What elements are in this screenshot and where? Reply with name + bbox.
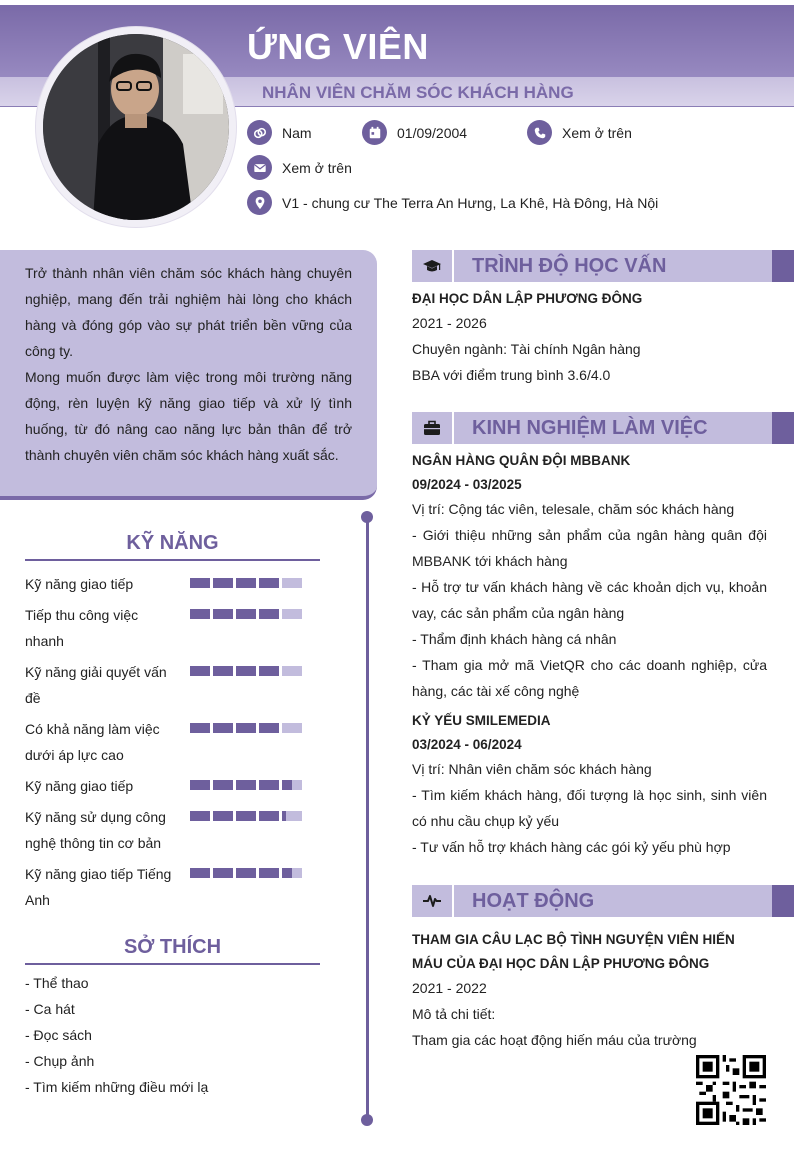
job-period: 09/2024 - 03/2025 bbox=[412, 477, 522, 492]
job-title: NHÂN VIÊN CHĂM SÓC KHÁCH HÀNG bbox=[262, 83, 574, 102]
hobby-item: - Tìm kiếm những điều mới lạ bbox=[25, 1079, 209, 1095]
graduation-cap-icon bbox=[422, 256, 442, 276]
skill-level-bar bbox=[190, 609, 302, 619]
skill-name: Kỹ năng giao tiếp bbox=[25, 778, 134, 794]
education-years: 2021 - 2026 bbox=[412, 315, 487, 331]
skill-level-bar bbox=[190, 723, 302, 733]
skill-name: Có khả năng làm việc dưới áp lực cao bbox=[25, 721, 160, 763]
skill-level-bar bbox=[190, 666, 302, 676]
experience-heading-text: KINH NGHIỆM LÀM VIỆC bbox=[472, 417, 708, 439]
candidate-name: ỨNG VIÊN bbox=[247, 26, 429, 67]
hobby-item: - Chụp ảnh bbox=[25, 1053, 95, 1069]
skill-row bbox=[25, 571, 320, 597]
gender-icon bbox=[247, 120, 272, 145]
job-duty: - Thẩm định khách hàng cá nhân bbox=[412, 631, 617, 647]
email-text: Xem ở trên bbox=[282, 159, 352, 176]
skill-name: Tiếp thu công việc nhanh bbox=[25, 607, 139, 649]
job-duty: - Tham gia mở mã VietQR cho các doanh nghiệp, cửa hàng, các tài xế công nghệ bbox=[412, 657, 767, 699]
skill-row bbox=[25, 602, 320, 654]
career-objective bbox=[0, 250, 377, 500]
job-position: Vị trí: Cộng tác viên, telesale, chăm sóc khách hàng bbox=[412, 501, 735, 517]
email-icon bbox=[247, 155, 272, 180]
activities-heading-text: HOẠT ĐỘNG bbox=[472, 890, 595, 912]
job-company: NGÂN HÀNG QUÂN ĐỘI MBBANK bbox=[412, 453, 631, 468]
contact-email bbox=[247, 155, 352, 180]
education-school: ĐẠI HỌC DÂN LẬP PHƯƠNG ĐÔNG bbox=[412, 291, 643, 306]
qr-code bbox=[696, 1055, 766, 1125]
birthday-text: 01/09/2004 bbox=[397, 124, 468, 141]
job-company: KỶ YẾU SMILEMEDIA bbox=[412, 713, 551, 728]
hobbies-heading: SỞ THÍCH bbox=[25, 936, 320, 965]
skill-row bbox=[25, 773, 320, 799]
skill-row bbox=[25, 804, 320, 856]
pulse-icon bbox=[422, 891, 442, 911]
phone-icon bbox=[527, 120, 552, 145]
skill-level-bar bbox=[190, 811, 302, 821]
activity-title: THAM GIA CÂU LẠC BỘ TÌNH NGUYỆN VIÊN HIẾN MÁU CỦA ĐẠI HỌC DÂN LẬP PHƯƠNG ĐÔNG bbox=[412, 932, 735, 971]
contact-gender bbox=[247, 120, 312, 145]
hobby-item: - Thể thao bbox=[25, 975, 89, 991]
address-text: V1 - chung cư The Terra An Hưng, La Khê, Hà Đông, Hà Nội bbox=[282, 194, 659, 211]
education-major: Chuyên ngành: Tài chính Ngân hàng bbox=[412, 341, 641, 357]
job-duty: - Hỗ trợ tư vấn khách hàng về các khoản dịch vụ, khoản vay, các sản phẩm của ngân hàng bbox=[412, 579, 767, 621]
contact-birthday bbox=[362, 120, 467, 145]
phone-text: Xem ở trên bbox=[562, 124, 632, 141]
skill-level-bar bbox=[190, 780, 302, 790]
skill-name: Kỹ năng giải quyết vấn đề bbox=[25, 664, 167, 706]
skill-name: Kỹ năng sử dụng công nghệ thông tin cơ bản bbox=[25, 809, 166, 851]
objective-paragraph-1: Trở thành nhân viên chăm sóc khách hàng chuyên nghiệp, mang đến trải nghiệm hài lòng cho khách hàng và đóng góp vào sự phát triển bền vững của công ty. bbox=[25, 265, 352, 359]
contact-phone bbox=[527, 120, 632, 145]
timeline-dot-top bbox=[361, 511, 373, 523]
skill-level-bar bbox=[190, 578, 302, 588]
activity-detail: Tham gia các hoạt động hiến máu của trường bbox=[412, 1032, 697, 1048]
activity-detail-label: Mô tả chi tiết: bbox=[412, 1006, 496, 1022]
skill-name: Kỹ năng giao tiếp Tiếng Anh bbox=[25, 866, 172, 908]
skill-row bbox=[25, 716, 320, 768]
activity-years: 2021 - 2022 bbox=[412, 980, 487, 996]
job-position: Vị trí: Nhân viên chăm sóc khách hàng bbox=[412, 761, 652, 777]
activities-heading bbox=[412, 885, 794, 917]
job-period: 03/2024 - 06/2024 bbox=[412, 737, 522, 752]
education-heading bbox=[412, 250, 794, 282]
hobby-item: - Ca hát bbox=[25, 1001, 75, 1017]
briefcase-icon bbox=[422, 418, 442, 438]
education-gpa: BBA với điểm trung bình 3.6/4.0 bbox=[412, 367, 611, 383]
timeline-dot-bottom bbox=[361, 1114, 373, 1126]
experience-heading bbox=[412, 412, 794, 444]
hobby-item: - Đọc sách bbox=[25, 1027, 92, 1043]
skill-name: Kỹ năng giao tiếp bbox=[25, 576, 134, 592]
education-heading-text: TRÌNH ĐỘ HỌC VẤN bbox=[472, 255, 667, 277]
skills-heading: KỸ NĂNG bbox=[25, 532, 320, 561]
avatar bbox=[43, 34, 229, 220]
skill-row bbox=[25, 659, 320, 711]
job-duty: - Giới thiệu những sản phẩm của ngân hàng quân đội MBBANK tới khách hàng bbox=[412, 527, 767, 569]
contact-address bbox=[247, 190, 658, 215]
skill-level-bar bbox=[190, 868, 302, 878]
location-pin-icon bbox=[247, 190, 272, 215]
objective-paragraph-2: Mong muốn được làm việc trong môi trường năng động, rèn luyện kỹ năng giao tiếp và xử lý tình huống, từ đó nâng cao năng lực bản thân để trở thành chuyên viên chăm sóc khách hàng xuất sắc. bbox=[25, 369, 352, 463]
calendar-icon bbox=[362, 120, 387, 145]
skill-row bbox=[25, 861, 320, 913]
job-duty: - Tư vấn hỗ trợ khách hàng các gói kỷ yếu phù hợp bbox=[412, 839, 731, 855]
job-duty: - Tìm kiếm khách hàng, đối tượng là học sinh, sinh viên có nhu cầu chụp kỷ yếu bbox=[412, 787, 767, 829]
gender-text: Nam bbox=[282, 124, 312, 141]
timeline-line bbox=[366, 517, 369, 1121]
